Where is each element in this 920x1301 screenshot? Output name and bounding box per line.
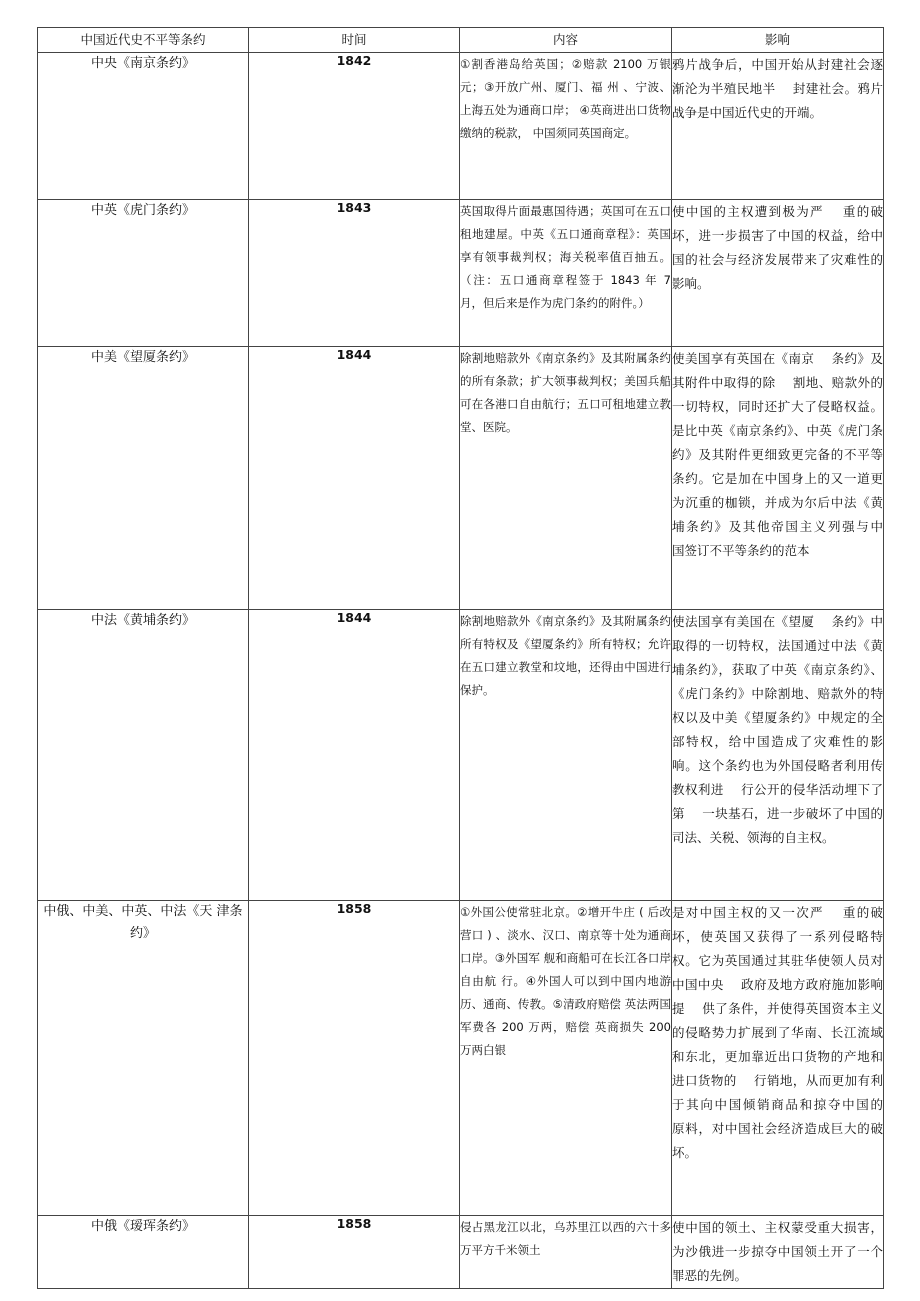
- treaty-name: 中英《虎门条约》: [38, 200, 249, 347]
- treaty-content: ①外国公使常驻北京。②增开牛庄 ( 后改营口 ) 、淡水、汉口、南京等十处为通商口岸。③外国军 舰和商船可在长江各口岸自由航 行。④外国人可以到中国内地游 历、通商、传教。⑤清政府赔偿 英法两国军费各 200 万两，赔偿 英商损失 200 万两白银: [460, 901, 672, 1216]
- treaty-year: 1844: [249, 610, 460, 901]
- treaty-year: 1858: [249, 901, 460, 1216]
- treaty-impact: 使法国享有美国在《望厦 条约》中取得的一切特权，法国通过中法《黄埔条约》，获取了中英《南京条约》、《虎门条约》中除割地、赔款外的特权以及中美《望厦条约》中规定的全部特权，给中国造成了灾难性的影响。这个条约也为外国侵略者利用传教权利进 行公开的侵华活动埋下了第 一块基石，进一步破坏了中国的司法、关税、领海的自主权。: [672, 610, 884, 901]
- treaty-content: 除割地赔款外《南京条约》及其附属条约的所有条款；扩大领事裁判权；美国兵船可在各港口自由航行；五口可租地建立教堂、医院。: [460, 347, 672, 610]
- table-row: [38, 347, 884, 610]
- header-treaty: 中国近代史不平等条约: [38, 28, 249, 53]
- header-content: 内容: [460, 28, 672, 53]
- table-row: [38, 200, 884, 347]
- treaty-name: 中俄、中美、中英、中法《天 津条约》: [38, 901, 249, 1216]
- treaty-table: [37, 27, 900, 1289]
- treaty-year: 1844: [249, 347, 460, 610]
- table-body: [38, 53, 900, 1289]
- table-header: [38, 28, 884, 53]
- treaty-impact: 使中国的领土、主权蒙受重大损害，为沙俄进一步掠夺中国领土开了一个罪恶的先例。: [672, 1216, 884, 1289]
- treaty-name: 中俄《瑷珲条约》: [38, 1216, 249, 1289]
- treaty-year: 1858: [249, 1216, 460, 1289]
- treaty-content: 除割地赔款外《南京条约》及其附属条约所有特权及《望厦条约》所有特权；允许在五口建立教堂和坟地，还得由中国进行保护。: [460, 610, 672, 901]
- header-time: 时间: [249, 28, 460, 53]
- header-impact: 影响: [672, 28, 884, 53]
- header-row: [38, 28, 884, 53]
- treaty-name: 中央《南京条约》: [38, 53, 249, 200]
- treaty-impact: 是对中国主权的又一次严 重的破坏，使英国又获得了一系列侵略特权。它为英国通过其驻华使领人员对中国中央 政府及地方政府施加影响提 供了条件，并使得英国资本主义的侵略势力扩展到了华南、长江流域和东北，更加靠近出口货物的产地和进口货物的 行销地，从而更加有利于其向中国倾销商品和掠夺中国的 原料，对中国社会经济造成巨大的破坏。: [672, 901, 884, 1216]
- treaty-content: 英国取得片面最惠国待遇；英国可在五口租地建屋。中英《五口通商章程》：英国享有领事裁判权；海关税率值百抽五。（注：五口通商章程签于 1843 年 7 月，但后来是作为虎门条约的附件。）: [460, 200, 672, 347]
- treaty-name: 中法《黄埔条约》: [38, 610, 249, 901]
- treaty-impact: 鸦片战争后，中国开始从封建社会逐渐沦为半殖民地半 封建社会。鸦片战争是中国近代史的开端。: [672, 53, 884, 200]
- treaty-impact: 使美国享有英国在《南京 条约》及其附件中取得的除 割地、赔款外的一切特权，同时还扩大了侵略权益。是比中英《南京条约》、中英《虎门条约》及其附件更细致更完备的不平等条约。它是加在中国身上的又一道更为沉重的枷锁，并成为尔后中法《黄埔条约》及其他帝国主义列强与中 国签订不平等条约的范本: [672, 347, 884, 610]
- treaty-impact: 使中国的主权遭到极为严 重的破坏，进一步损害了中国的权益，给中国的社会与经济发展带来了灾难性的影响。: [672, 200, 884, 347]
- treaty-content: ①割香港岛给英国；②赔款 2100 万银元；③开放广州、厦门、福 州 、宁波、上海五处为通商口岸； ④英商进出口货物缴纳的税款， 中国须同英国商定。: [460, 53, 672, 200]
- treaty-year: 1843: [249, 200, 460, 347]
- table-row: [38, 53, 884, 200]
- table-row: [38, 901, 884, 1216]
- treaty-year: 1842: [249, 53, 460, 200]
- table-row: [38, 1216, 884, 1289]
- treaty-content: 侵占黑龙江以北，乌苏里江以西的六十多万平方千米领土: [460, 1216, 672, 1289]
- treaty-name: 中美《望厦条约》: [38, 347, 249, 610]
- table-row: [38, 610, 884, 901]
